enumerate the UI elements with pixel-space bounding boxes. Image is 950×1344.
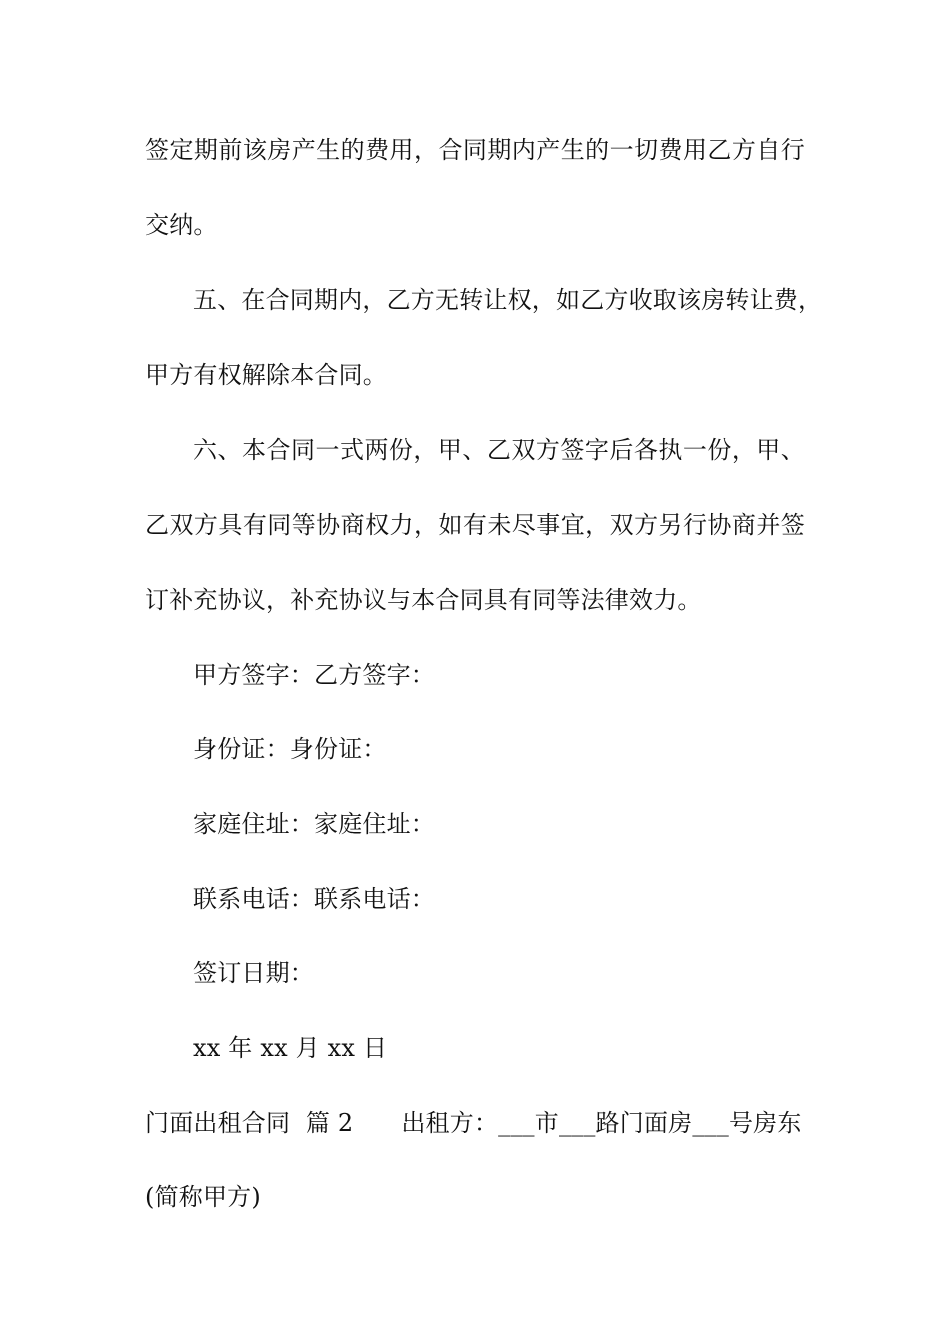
- section-title: 门面出租合同 篇 2: [145, 1109, 354, 1137]
- paragraph-line: 交纳。: [145, 211, 218, 239]
- clause-five: 五、在合同期内，乙方无转让权，如乙方收取该房转让费，: [193, 286, 823, 314]
- paragraph-line: 签定期前该房产生的费用，合同期内产生的一切费用乙方自行: [145, 136, 805, 164]
- lessor-line: 出租方：___市___路门面房___号房东: [401, 1109, 802, 1137]
- id-card-line: 身份证：身份证：: [193, 735, 387, 763]
- paragraph-line: 乙双方具有同等协商权力，如有未尽事宜，双方另行协商并签: [145, 511, 805, 539]
- address-line: 家庭住址：家庭住址：: [193, 810, 435, 838]
- clause-six: 六、本合同一式两份，甲、乙双方签字后各执一份，甲、: [193, 436, 805, 464]
- sign-date-label: 签订日期：: [193, 959, 314, 987]
- section-header-line: [145, 1108, 802, 1138]
- paragraph-line: 订补充协议，补充协议与本合同具有同等法律效力。: [145, 586, 702, 614]
- paragraph-line: (简称甲方): [145, 1183, 261, 1211]
- paragraph-line: 甲方有权解除本合同。: [145, 361, 387, 389]
- phone-line: 联系电话：联系电话：: [193, 885, 435, 913]
- signature-line: 甲方签字：乙方签字：: [193, 661, 435, 689]
- sign-date-value: xx 年 xx 月 xx 日: [193, 1034, 388, 1062]
